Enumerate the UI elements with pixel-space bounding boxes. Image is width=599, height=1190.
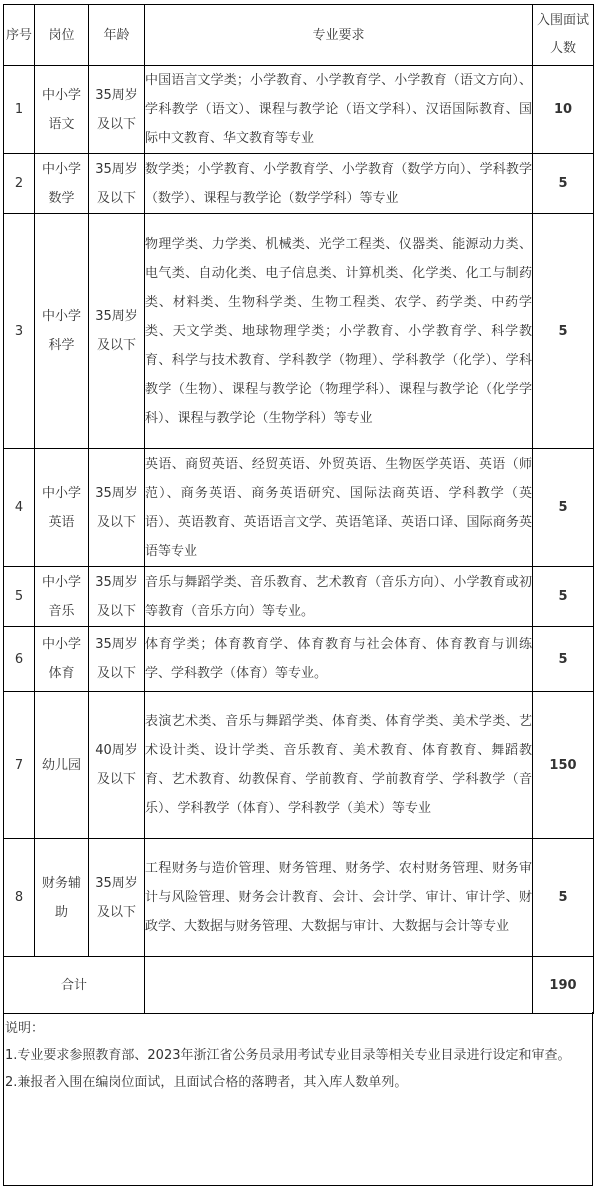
row-age <box>89 567 145 627</box>
row-post-line: 语文 <box>48 116 75 132</box>
row-age-line: 及以下 <box>96 116 136 132</box>
row-post-line: 中小学 <box>41 161 81 177</box>
total-requirement-empty <box>145 957 533 1014</box>
row-requirement: 表演艺术类、音乐与舞蹈学类、体育类、体育学类、美术学类、艺术设计类、设计学类、音乐教育、美术教育、体育教育、舞蹈教育、艺术教育、幼教保育、学前教育、学前教育学、学科教学（音乐）、学科教学（体育）、学科教学（美术）等专业 <box>145 692 533 839</box>
row-index: 7 <box>4 692 35 839</box>
header-index: 序号 <box>4 5 35 66</box>
row-age-line: 35周岁 <box>95 574 138 590</box>
row-age-line: 35周岁 <box>95 637 138 652</box>
row-age <box>89 449 145 567</box>
row-age-line: 40周岁 <box>95 743 138 758</box>
row-count: 10 <box>533 66 594 154</box>
row-post <box>35 154 89 214</box>
table-row <box>4 839 594 957</box>
recruitment-table <box>3 4 594 1014</box>
row-age-line: 35周岁 <box>95 309 138 324</box>
row-age <box>89 214 145 449</box>
row-age-line: 及以下 <box>96 190 136 206</box>
row-age-line: 35周岁 <box>95 161 138 177</box>
total-label: 合计 <box>4 957 145 1014</box>
row-count: 5 <box>533 839 594 957</box>
row-post <box>35 214 89 449</box>
total-row <box>4 957 594 1014</box>
note-item: 2.兼报者入围在编岗位面试，且面试合格的落聘者，其入库人数单列。 <box>5 1075 408 1090</box>
table-row <box>4 214 594 449</box>
row-index: 4 <box>4 449 35 567</box>
table-row <box>4 627 594 692</box>
row-age-line: 及以下 <box>96 338 136 353</box>
row-post-line: 科学 <box>48 338 75 353</box>
header-count <box>533 5 594 66</box>
row-post <box>35 567 89 627</box>
row-post-line: 中小学 <box>41 485 81 501</box>
table-row <box>4 154 594 214</box>
row-age-line: 及以下 <box>96 603 136 619</box>
row-index: 6 <box>4 627 35 692</box>
row-count: 5 <box>533 449 594 567</box>
row-age-line: 及以下 <box>96 514 136 530</box>
row-count: 150 <box>533 692 594 839</box>
row-age-line: 35周岁 <box>95 485 138 501</box>
row-age-line: 及以下 <box>96 772 136 787</box>
notes-title: 说明： <box>5 1021 45 1036</box>
row-post <box>35 449 89 567</box>
row-count: 5 <box>533 567 594 627</box>
row-age <box>89 627 145 692</box>
table-row <box>4 567 594 627</box>
row-post-line: 英语 <box>48 514 75 530</box>
row-post-line: 音乐 <box>48 603 75 619</box>
note-item: 1.专业要求参照教育部、2023年浙江省公务员录用考试专业目录等相关专业目录进行设定和审查。 <box>5 1048 571 1063</box>
row-post <box>35 692 89 839</box>
row-requirement: 工程财务与造价管理、财务管理、财务学、农村财务管理、财务审计与风险管理、财务会计教育、会计、会计学、审计、审计学、财政学、大数据与财务管理、大数据与审计、大数据与会计等专业 <box>145 839 533 957</box>
row-requirement: 英语、商贸英语、经贸英语、外贸英语、生物医学英语、英语（师范）、商务英语、商务英语研究、国际法商英语、学科教学（英语）、英语教育、英语语言文学、英语笔译、英语口译、国际商务英语等专业 <box>145 449 533 567</box>
row-age-line: 及以下 <box>96 904 136 920</box>
row-age <box>89 66 145 154</box>
table-row <box>4 449 594 567</box>
row-post-line: 中小学 <box>41 574 81 590</box>
row-age-line: 及以下 <box>96 666 136 681</box>
row-age-line: 35周岁 <box>95 87 138 103</box>
row-requirement: 物理学类、力学类、机械类、光学工程类、仪器类、能源动力类、电气类、自动化类、电子信息类、计算机类、化学类、化工与制药类、材料类、生物科学类、生物工程类、农学、药学类、中药学类、天文学类、地球物理学类；小学教育、小学教育学、科学教育、科学与技术教育、学科教学（物理）、学科教学（化学）、学科教学（生物）、课程与教学论（物理学科）、课程与教学论（化学学科）、课程与教学论（生物学科）等专业 <box>145 214 533 449</box>
row-requirement: 体育学类；体育教育学、体育教育与社会体育、体育教育与训练学、学科教学（体育）等专业。 <box>145 627 533 692</box>
row-age <box>89 154 145 214</box>
header-count-line: 人数 <box>549 41 576 56</box>
row-post-line: 助 <box>54 904 68 920</box>
header-count-line: 入围面试 <box>536 13 589 28</box>
row-index: 3 <box>4 214 35 449</box>
row-requirement: 中国语言文学类；小学教育、小学教育学、小学教育（语文方向）、学科教学（语文）、课程与教学论（语文学科）、汉语国际教育、国际中文教育、华文教育等专业 <box>145 66 533 154</box>
table-row <box>4 692 594 839</box>
row-post <box>35 839 89 957</box>
header-post: 岗位 <box>35 5 89 66</box>
notes-section <box>3 1012 593 1186</box>
row-count: 5 <box>533 154 594 214</box>
row-age <box>89 692 145 839</box>
row-age <box>89 839 145 957</box>
row-post <box>35 627 89 692</box>
row-post-line: 财务辅 <box>41 875 81 891</box>
header-requirement: 专业要求 <box>145 5 533 66</box>
total-count: 190 <box>533 957 594 1014</box>
row-post-line: 数学 <box>48 190 75 206</box>
header-row <box>4 5 594 66</box>
row-count: 5 <box>533 214 594 449</box>
row-index: 8 <box>4 839 35 957</box>
row-requirement: 数学类；小学教育、小学教育学、小学教育（数学方向）、学科教学（数学）、课程与教学论（数学学科）等专业 <box>145 154 533 214</box>
row-post <box>35 66 89 154</box>
table-row <box>4 66 594 154</box>
row-post-line: 中小学 <box>41 309 81 324</box>
row-count: 5 <box>533 627 594 692</box>
row-post-line: 幼儿园 <box>41 757 81 773</box>
row-index: 2 <box>4 154 35 214</box>
header-age: 年龄 <box>89 5 145 66</box>
row-requirement: 音乐与舞蹈学类、音乐教育、艺术教育（音乐方向）、小学教育或初等教育（音乐方向）等专业。 <box>145 567 533 627</box>
row-post-line: 中小学 <box>41 87 81 103</box>
row-index: 1 <box>4 66 35 154</box>
row-age-line: 35周岁 <box>95 875 138 891</box>
row-post-line: 中小学 <box>41 637 81 652</box>
row-post-line: 体育 <box>48 666 75 681</box>
row-index: 5 <box>4 567 35 627</box>
